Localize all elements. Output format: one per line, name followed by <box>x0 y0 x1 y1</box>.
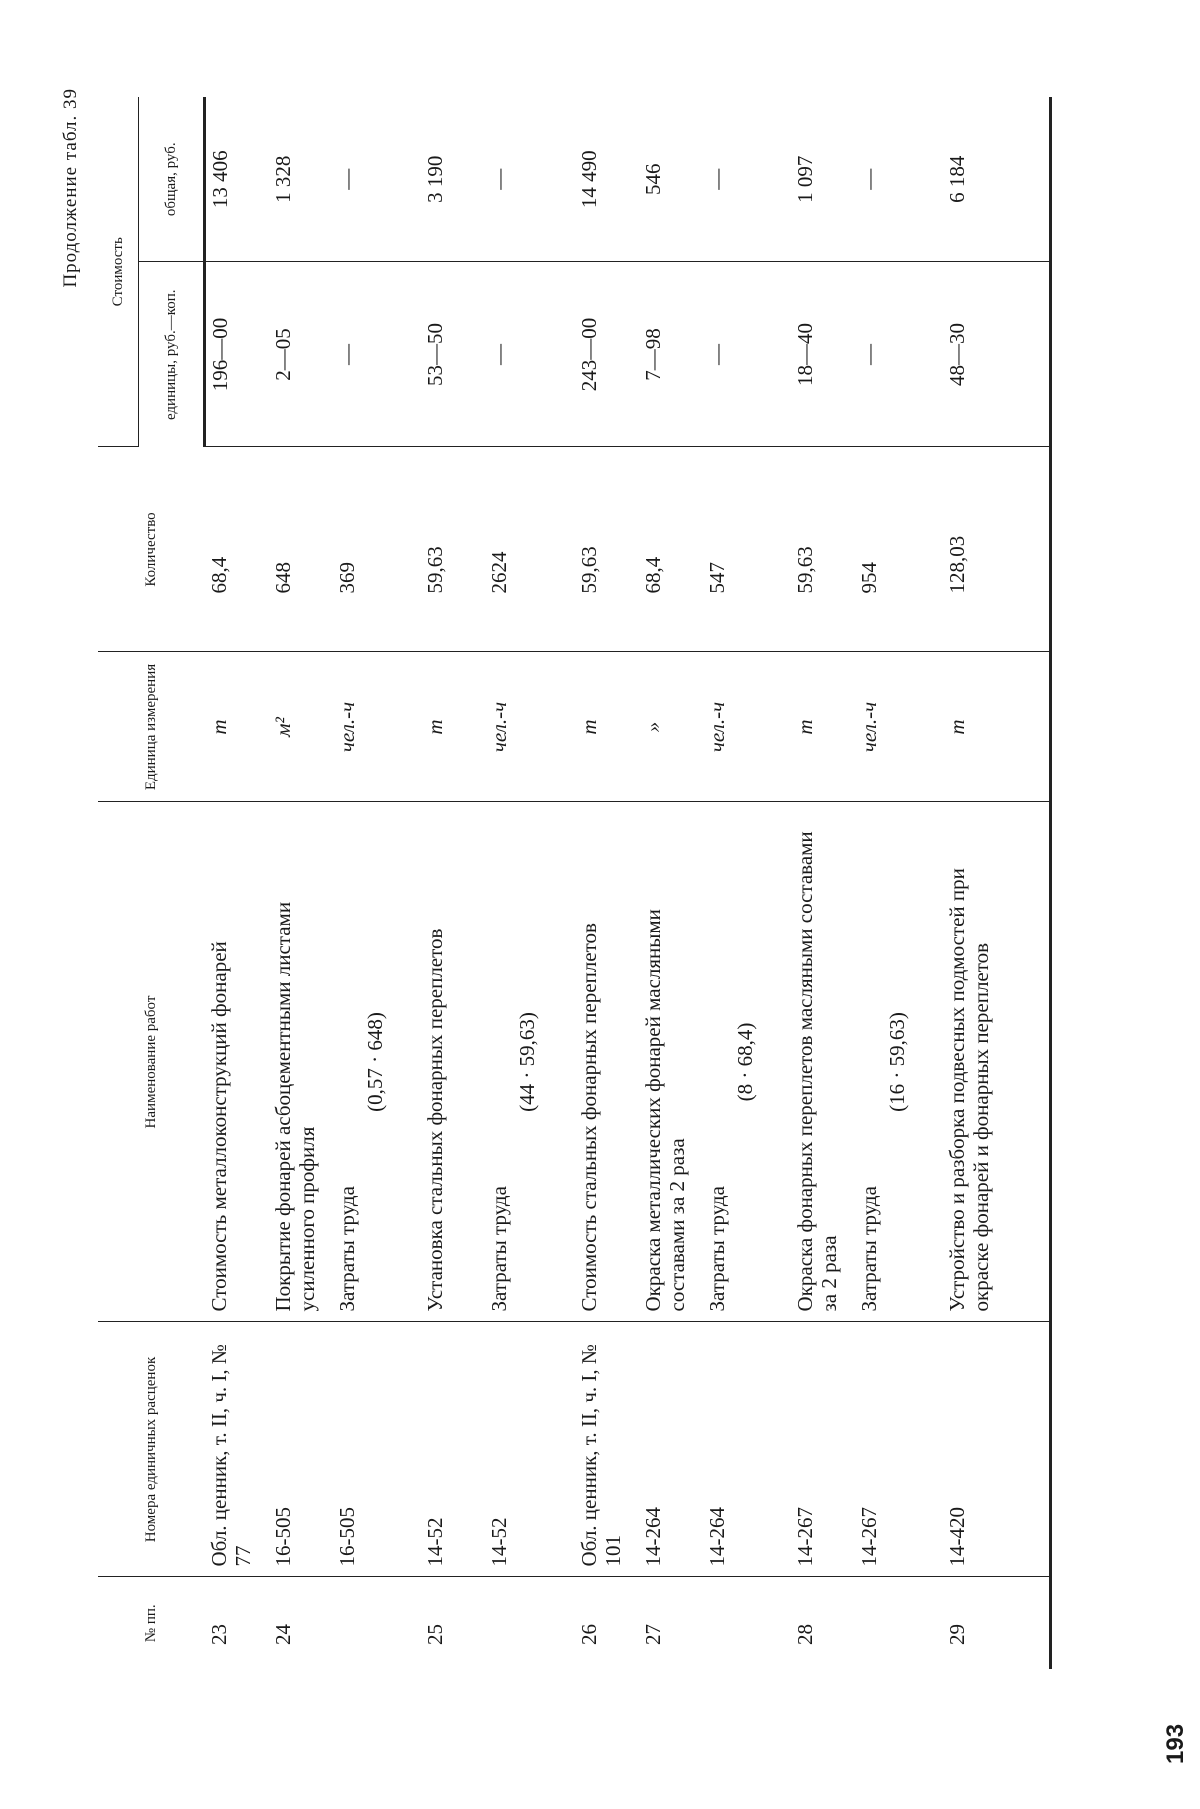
header-cost-unit: единицы, руб.—коп. <box>139 262 205 447</box>
row-unit-price: 53—50 <box>421 262 485 447</box>
row-name <box>943 802 1051 1322</box>
row-total: 13 406 <box>205 97 269 262</box>
row-qty: 59,63 <box>791 447 855 652</box>
row-name-text: Установка стальных фонарных переплетов <box>422 928 447 1312</box>
row-num <box>333 1577 421 1669</box>
row-num: 26 <box>576 1624 601 1645</box>
table-row <box>333 97 421 1669</box>
row-total: 3 190 <box>421 97 485 262</box>
row-qty: 547 <box>703 447 791 652</box>
row-name-text: Покрытие фонарей асбоцементными листами усиленного профиля <box>270 901 319 1312</box>
row-ref: 14-420 <box>943 1322 1051 1577</box>
row-name <box>421 802 485 1322</box>
row-ref: 14-264 <box>703 1322 791 1577</box>
row-total: 14 490 <box>575 97 639 262</box>
row-ref: 14-264 <box>639 1322 703 1577</box>
table-row <box>943 97 1051 1669</box>
table-row <box>639 97 703 1669</box>
row-name <box>205 802 269 1322</box>
row-name-text: Затраты труда <box>704 1186 729 1312</box>
row-qty: 128,03 <box>943 447 1051 652</box>
header-cost: Стоимость <box>98 97 139 447</box>
row-num: 25 <box>422 1624 447 1645</box>
row-ref: 16-505 <box>333 1322 421 1577</box>
row-unit: т <box>943 652 1051 802</box>
row-ref: 14-267 <box>855 1322 943 1577</box>
table-row <box>205 97 269 1669</box>
row-num: 23 <box>206 1624 231 1645</box>
row-name-text: Окраска фонарных переплетов масляными составами за 2 раза <box>792 831 841 1312</box>
row-total: — <box>485 97 575 262</box>
row-num: 28 <box>792 1624 817 1645</box>
row-total: — <box>333 97 421 262</box>
row-unit: т <box>575 652 639 802</box>
row-unit: чел.-ч <box>855 652 943 802</box>
row-ref: Обл. ценник, т. II, ч. I, № 101 <box>575 1322 639 1577</box>
row-qty: 59,63 <box>575 447 639 652</box>
row-name <box>485 802 575 1322</box>
row-unit: чел.-ч <box>703 652 791 802</box>
row-qty: 954 <box>855 447 943 652</box>
row-num: 24 <box>270 1624 295 1645</box>
row-unit-price: 18—40 <box>791 262 855 447</box>
row-name-text: Затраты труда <box>856 1186 881 1312</box>
page-number: 193 <box>1162 1723 1189 1764</box>
row-num <box>703 1577 791 1669</box>
row-total: 1 328 <box>269 97 333 262</box>
row-name <box>791 802 855 1322</box>
row-total: 6 184 <box>943 97 1051 262</box>
row-unit-price: — <box>855 262 943 447</box>
row-unit-price: 48—30 <box>943 262 1051 447</box>
table-row <box>575 97 639 1669</box>
row-num <box>855 1577 943 1669</box>
row-name-text: Окраска металлических фонарей масляными составами за 2 раза <box>640 909 689 1312</box>
cost-table <box>98 97 1052 1669</box>
row-unit-price: — <box>485 262 575 447</box>
row-name <box>639 802 703 1322</box>
row-name <box>333 802 421 1322</box>
row-qty: 59,63 <box>421 447 485 652</box>
table-row <box>855 97 943 1669</box>
row-total: — <box>855 97 943 262</box>
row-ref: Обл. ценник, т. II, ч. I, № 77 <box>205 1322 269 1577</box>
header-ref: Номера единичных расценок <box>98 1322 205 1577</box>
row-unit: » <box>639 652 703 802</box>
header-unit: Единица измерения <box>98 652 205 802</box>
table-row <box>791 97 855 1669</box>
row-qty: 68,4 <box>205 447 269 652</box>
row-unit-price: 196—00 <box>205 262 269 447</box>
row-num: 29 <box>943 1577 1051 1669</box>
row-unit: м² <box>269 652 333 802</box>
table-row <box>269 97 333 1669</box>
row-name-formula: (16 · 59,63) <box>884 1012 909 1112</box>
row-name <box>703 802 791 1322</box>
row-unit-price: 2—05 <box>269 262 333 447</box>
row-ref: 14-267 <box>791 1322 855 1577</box>
row-name-text: Затраты труда <box>334 1186 359 1312</box>
row-qty: 648 <box>269 447 333 652</box>
header-name: Наименование работ <box>98 802 205 1322</box>
row-name-formula: (44 · 59,63) <box>514 1012 539 1112</box>
row-name-formula: (0,57 · 648) <box>362 1012 387 1112</box>
row-name <box>575 802 639 1322</box>
table-row <box>703 97 791 1669</box>
row-ref: 14-52 <box>421 1322 485 1577</box>
row-name <box>855 802 943 1322</box>
row-name-text: Стоимость стальных фонарных переплетов <box>576 923 601 1312</box>
header-cost-total: общая, руб. <box>139 97 205 262</box>
row-total: 546 <box>639 97 703 262</box>
row-unit-price: — <box>703 262 791 447</box>
table-body <box>205 97 1051 1669</box>
row-name-text: Стоимость металлоконструкций фонарей <box>206 941 231 1312</box>
row-unit: т <box>421 652 485 802</box>
row-ref: 16-505 <box>269 1322 333 1577</box>
row-name-text: Устройство и разборка подвесных подмостей при окраске фонарей и фонарных переплетов <box>944 868 993 1312</box>
row-unit: т <box>791 652 855 802</box>
table-row <box>485 97 575 1669</box>
row-name-formula: (8 · 68,4) <box>732 1022 757 1102</box>
table-caption: Продолжение табл. 39 <box>60 88 81 288</box>
row-qty: 369 <box>333 447 421 652</box>
row-qty: 68,4 <box>639 447 703 652</box>
table-row <box>421 97 485 1669</box>
row-total: — <box>703 97 791 262</box>
row-ref: 14-52 <box>485 1322 575 1577</box>
row-unit: т <box>205 652 269 802</box>
header-qty: Количество <box>98 447 205 652</box>
row-qty: 2624 <box>485 447 575 652</box>
row-unit-price: — <box>333 262 421 447</box>
row-name <box>269 802 333 1322</box>
row-unit: чел.-ч <box>485 652 575 802</box>
row-num <box>485 1577 575 1669</box>
row-unit: чел.-ч <box>333 652 421 802</box>
header-num: № пп. <box>142 1604 159 1643</box>
row-unit-price: 7—98 <box>639 262 703 447</box>
row-name-text: Затраты труда <box>486 1186 511 1312</box>
row-unit-price: 243—00 <box>575 262 639 447</box>
rotated-page <box>50 54 1189 1764</box>
row-num: 27 <box>640 1624 665 1645</box>
row-total: 1 097 <box>791 97 855 262</box>
